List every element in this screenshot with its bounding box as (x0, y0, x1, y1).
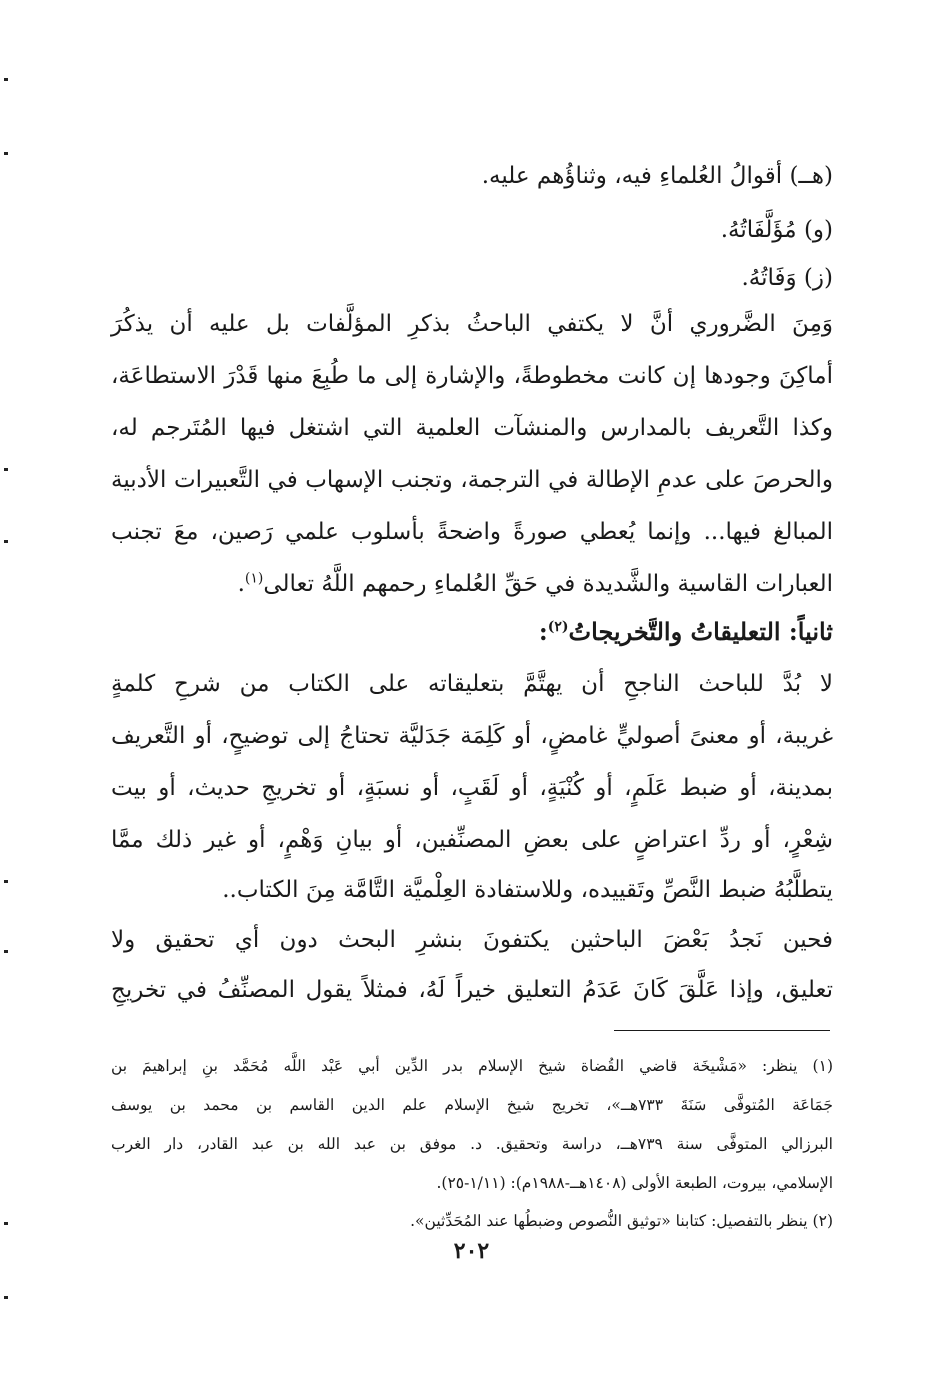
paragraph-line: لا بُدَّ للباحث الناجحِ أن يهتَّمَّ بتعليقاته على الكتاب من شرحِ كلمةٍ (111, 671, 833, 697)
paragraph-line: فحين نَجدُ بَعْضَ الباحثين يكتفونَ بنشرِ البحث دون أي تحقيق ولا (111, 927, 833, 953)
footnote-line: جَمَاعَة المُتوفَّى سَنَةَ ٧٣٣هــ»، تخريج شيخ الإسلام علم الدين القاسم بن محمد بن يوسف (111, 1096, 833, 1114)
scan-mark (4, 468, 8, 471)
paragraph-line: بمدينة، أو ضبط عَلَمٍ، أو كُنْيَةٍ، أو لَقَبٍ، أو نسبَةٍ، أو تخريجِ حديث، أو بيت (111, 775, 833, 801)
list-item-zay: (ز) وَفَاتُهُ. (741, 265, 833, 291)
paragraph-line: وَمِنَ الضَّروري أنَّ لا يكتفي الباحثُ بذكرِ المؤلَّفات بل عليه أن يذكُرَ (111, 311, 833, 337)
punctuation: : (538, 617, 548, 646)
footnote-ref: (٢) (547, 619, 569, 635)
paragraph-line: المبالغ فيها... وإنما يُعطي صورةً واضحةً بأسلوب علمي رَصين، معَ تجنب (111, 519, 833, 545)
punctuation: . (237, 571, 245, 597)
scan-mark (4, 78, 8, 81)
footnote-separator (614, 1030, 830, 1031)
scan-mark (4, 152, 8, 155)
scan-mark (4, 1296, 8, 1299)
scan-mark (4, 880, 8, 883)
paragraph-last-line (111, 566, 833, 602)
paragraph-line: وكذا التَّعريف بالمدارس والمنشآت العلمية التي اشتغل فيها المُتَرجم له، (111, 415, 833, 441)
footnote-ref: (١) (244, 570, 264, 587)
footnote-line: البرزالي المتوفَّى سنة ٧٣٩هــ، دراسة وتحقيق. د. موفق بن عبد الله بن عبد القادر، دار الغرب (111, 1135, 833, 1153)
paragraph-line: غريبة، أو معنىً أصوليٍّ غامضٍ، أو كَلِمَة جَدَليَّة تحتاجُ إلى توضيحٍ، أو التَّعريف (111, 723, 833, 749)
list-item-waw: (و) مُؤَلَّفَاتُهُ. (720, 217, 833, 243)
paragraph-line: أماكِنَ وجودها إن كانت مخطوطةً، والإشارة إلى ما طُبِعَ منها قَدْرَ الاستطاعَة، (111, 363, 833, 389)
paragraph-line: شِعْرٍ، أو ردِّ اعتراضٍ على بعضِ المصنِّفين، أو بيانِ وَهْمٍ، أو غير ذلك ممَّا (111, 827, 833, 853)
page-number: ٢٠٢ (453, 1238, 490, 1264)
scan-mark (4, 1222, 8, 1225)
paragraph-line: والحرصَ على عدمِ الإطالة في الترجمة، وتجنب الإسهاب في التَّعبيرات الأدبية (111, 467, 833, 493)
scan-mark (4, 950, 8, 953)
paragraph-line: يتطلَّبُهُ ضبط النَّصِّ وتَقييده، وللاستفادة العِلْميَّة التَّامَّة مِنَ الكتاب.. (222, 877, 833, 903)
footnote-line: الإسلامي، بيروت، الطبعة الأولى (١٤٠٨هــ-١٩٨٨م): (١/١١-٢٥). (436, 1174, 833, 1192)
section-heading (111, 614, 833, 650)
heading-text: ثانياً: التعليقاتُ والتَّخريجاتُ (568, 617, 833, 646)
footnote-line: (١) ينظر: «مَشْيخَة قاضي القُضاة شيخ الإسلام بدر الدِّين أبي عَبْد اللَّه مُحَمَّد بنِ إبراهيمَ بن (111, 1057, 833, 1075)
paragraph-line: تعليق، وإذا عَلَّقَ كَانَ عَدَمُ التعليق خيراً لَهُ، فمثلاً يقول المصنِّفُ في تخريجِ (111, 977, 833, 1003)
list-item-he: (هــ) أقوالُ العُلماءِ فيه، وثناؤُهم عليه. (481, 163, 833, 189)
scan-mark (4, 540, 8, 543)
paragraph-line-text: العبارات القاسية والشَّديدة في حَقِّ العُلماءِ رحمهم اللَّهُ تعالى (263, 571, 833, 597)
footnote-line: (٢) ينظر بالتفصيل: كتابنا «توثيق النُّصوص وضبطُها عند المُحَدِّثين». (410, 1212, 833, 1230)
